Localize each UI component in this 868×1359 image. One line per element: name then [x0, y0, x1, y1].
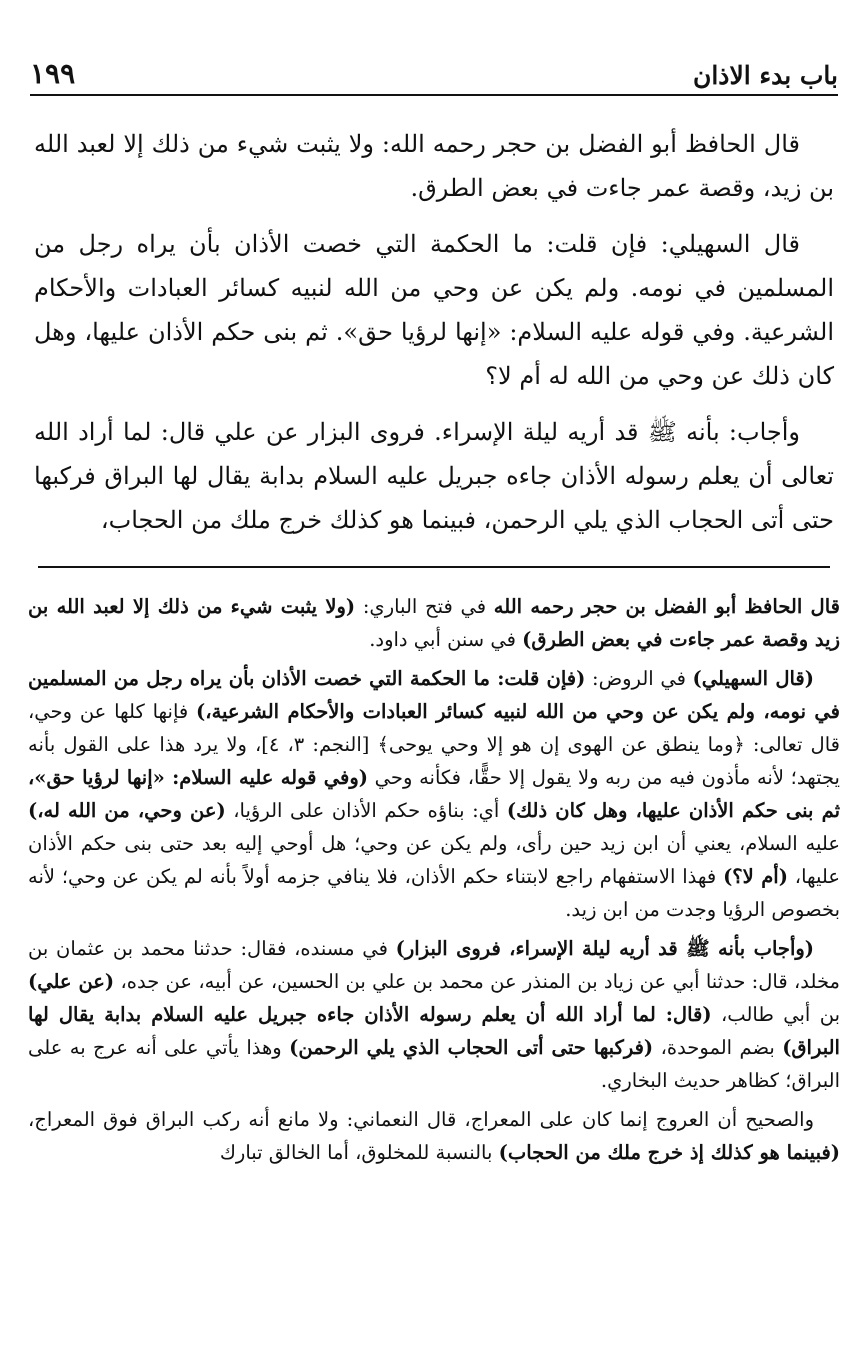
commentary-text: عليه السلام، يعني أن ابن زيد حين رأى، ولم يكن عن وحي؛ هل أوحي إليه بعد حتى بنى حكم الأذان عليها،	[28, 832, 840, 888]
quoted-matn: (فإن قلت: ما الحكمة التي خصت الأذان بأن يراه رجل من المسلمين في نومه، ولم يكن عن وحي من الله لنبيه كسائر العبادات والأحكام الشرعية،)	[28, 667, 840, 723]
commentary-text: أي: بناؤه حكم الأذان على الرؤيا،	[225, 799, 507, 822]
quoted-matn: (عن وحي، من الله له،)	[28, 799, 226, 822]
commentary-text: بن أبي طالب،	[711, 1003, 841, 1026]
main-text	[34, 122, 834, 554]
commentary-text: بالنسبة للمخلوق، أما الخالق تبارك	[219, 1141, 499, 1164]
quoted-matn: قال الحافظ أبو الفضل بن حجر رحمه الله	[493, 595, 840, 618]
main-paragraph: قال السهيلي: فإن قلت: ما الحكمة التي خصت الأذان بأن يراه رجل من المسلمين في نومه. ولم يكن عن وحي من الله لنبيه كسائر العبادات والأحكام الشرعية. وفي قوله عليه السلام: «إنها لرؤيا حق». ثم بنى حكم الأذان عليها، وهل كان ذلك عن وحي من الله له أم لا؟	[34, 230, 834, 390]
running-title: باب بدء الاذان	[693, 61, 838, 90]
main-paragraph: وأجاب: بأنه ﷺ قد أريه ليلة الإسراء. فروى البزار عن علي قال: لما أراد الله تعالى أن يعلم رسوله الأذان جاءه جبريل عليه السلام بدابة يقال لها البراق فركبها حتى أتى الحجاب الذي يلي الرحمن، فبينما هو كذلك خرج ملك من الحجاب،	[34, 418, 834, 534]
quoted-matn: (فبينما هو كذلك إذ خرج ملك من الحجاب)	[498, 1141, 840, 1164]
quoted-matn: (ولا يثبت شيء من ذلك إلا لعبد الله بن زيد وقصة عمر جاءت في بعض الطرق)	[28, 595, 840, 651]
commentary-paragraph	[28, 932, 840, 1097]
quoted-matn: (وفي قوله عليه السلام: «إنها لرؤيا حق»، ثم بنى حكم الأذان عليها، وهل كان ذلك)	[28, 766, 840, 822]
commentary-text: فإنها كلها عن وحي، قال تعالى: ﴿وما ينطق عن الهوى إن هو إلا وحي يوحى﴾ [النجم: ٣، ٤]، ولا يرد هذا على القول بأنه يجتهد؛ لأنه مأذون فيه من ربه ولا يقول إلا حقًّا، فكأنه وحي	[28, 700, 840, 789]
commentary-paragraph	[28, 662, 840, 926]
quoted-matn: (قال: لما أراد الله أن يعلم رسوله الأذان جاءه جبريل عليه السلام بدابة يقال لها البراق)	[28, 1003, 840, 1059]
page-number: ١٩٩	[30, 57, 76, 90]
quoted-matn: (عن علي)	[28, 970, 115, 993]
commentary-text: في سنن أبي داود.	[369, 628, 523, 651]
quoted-matn: (فركبها حتى أتى الحجاب الذي يلي الرحمن)	[289, 1036, 654, 1059]
commentary-text: وهذا يأتي على أنه عرج به على البراق؛ كظاهر حديث البخاري.	[28, 1036, 840, 1092]
quoted-matn: (وأجاب بأنه ﷺ قد أريه ليلة الإسراء، فروى البزار)	[395, 937, 814, 960]
commentary-text: فهذا الاستفهام راجع لابتناء حكم الأذان، فلا ينافي جزمه أولاً بأنه لم يكن عن وحي؛ لأنه بخصوص الرؤيا وجدت من ابن زيد.	[28, 865, 840, 921]
commentary-text: والصحيح أن العروج إنما كان على المعراج، قال النعماني: ولا مانع أنه ركب البراق فوق المعراج،	[28, 1108, 814, 1131]
commentary-paragraph	[28, 1103, 840, 1169]
page-header	[30, 56, 838, 96]
commentary-text: بضم الموحدة،	[653, 1036, 783, 1059]
commentary-paragraph	[28, 590, 840, 656]
main-paragraph: قال الحافظ أبو الفضل بن حجر رحمه الله: ولا يثبت شيء من ذلك إلا لعبد الله بن زيد، وقصة عمر جاءت في بعض الطرق.	[34, 130, 834, 202]
commentary-text: في الروض:	[585, 667, 693, 690]
quoted-matn: (أم لا؟)	[723, 865, 788, 888]
commentary-text: في فتح الباري:	[355, 595, 494, 618]
quoted-matn: (قال السهيلي)	[692, 667, 814, 690]
commentary	[28, 590, 840, 1175]
commentary-text: في مسنده، فقال: حدثنا محمد بن عثمان بن مخلد، قال: حدثنا أبي عن زياد بن المنذر عن محمد بن علي بن الحسين، عن أبيه، عن جده،	[28, 937, 840, 993]
footnote-divider	[38, 566, 830, 568]
